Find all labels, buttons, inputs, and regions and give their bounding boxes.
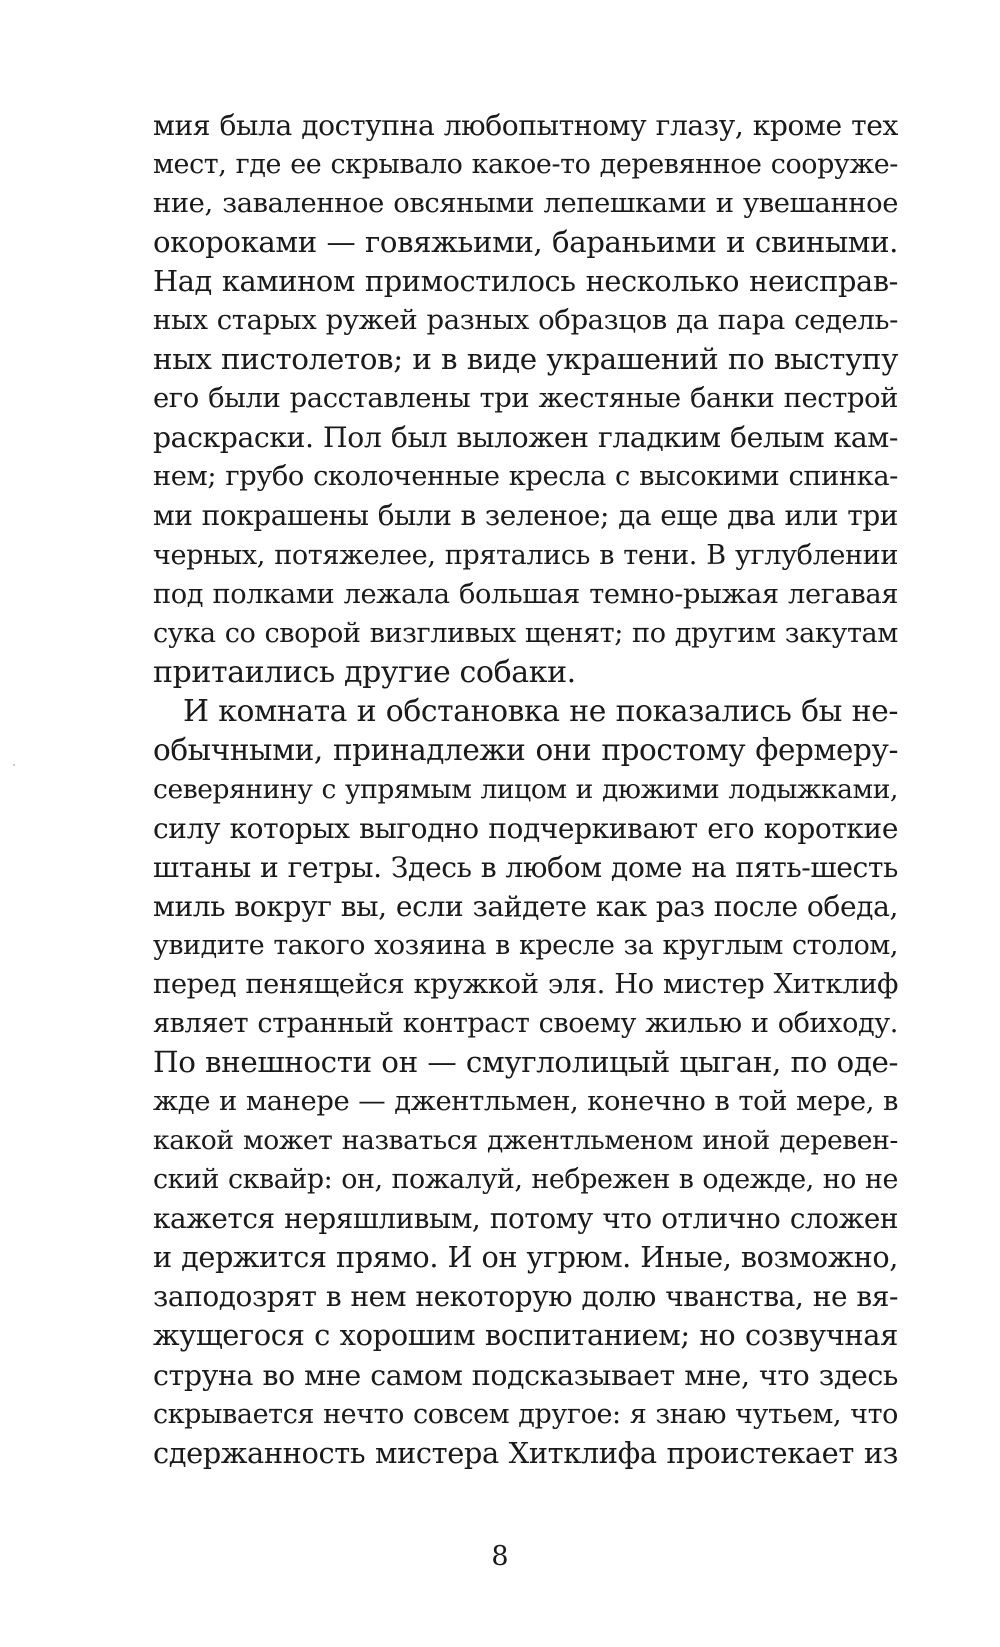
- text-line: черных, потяжелее, прятались в тени. В углублении: [153, 539, 898, 571]
- text-line: ский сквайр: он, пожалуй, небрежен в одежде, но не: [153, 1164, 898, 1196]
- text-line: перед пенящейся кружкой эля. Но мистер Хитклиф: [153, 969, 898, 1001]
- text-line: мия была доступна любопытному глазу, кроме тех: [153, 109, 898, 142]
- text-line: окороками — говяжьими, бараньими и свиными.: [153, 225, 898, 260]
- text-line: сука со сворой визгливых щенят; по другим закутам: [153, 617, 898, 649]
- text-line: кажется неряшливым, потому что отлично сложен: [153, 1202, 898, 1236]
- text-line: жущегося с хорошим воспитанием; но созвучная: [153, 1318, 898, 1353]
- text-line: мест, где ее скрывало какое-то деревянное сооруже-: [153, 149, 898, 181]
- text-line: нем; грубо сколоченные кресла с высокими спинка-: [153, 461, 898, 493]
- text-line: раскраски. Пол был выложен гладким белым кам-: [153, 421, 898, 455]
- text-line: миль вокруг вы, если зайдете как раз после обеда,: [153, 889, 898, 923]
- page-body-text: [153, 106, 898, 1473]
- text-line: ние, заваленное овсяными лепешками и увешанное: [153, 188, 898, 220]
- text-line: являет странный контраст своему жилью и обиходу.: [153, 1008, 898, 1040]
- text-line: притаились другие собаки.: [153, 654, 576, 690]
- text-line: его были расставлены три жестяные банки пестрой: [153, 383, 898, 415]
- text-line: ных старых ружей разных образцов да пара седель-: [153, 304, 898, 337]
- text-line: ных пистолетов; и в виде украшений по выступу: [153, 342, 898, 377]
- text-line: заподозрят в нем некоторую долю чванства, не вя-: [153, 1280, 898, 1314]
- text-line: скрывается нечто совсем другое: я знаю чутьем, что: [153, 1398, 898, 1430]
- text-line: и держится прямо. И он угрюм. Иные, возможно,: [153, 1240, 898, 1275]
- text-line: увидите такого хозяина в кресле за круглым столом,: [153, 929, 898, 961]
- text-line: сдержанность мистера Хитклифа проистекает из: [153, 1435, 898, 1470]
- text-line: обычными, принадлежи они простому фермеру-: [153, 732, 898, 767]
- scan-speck: [13, 764, 15, 766]
- text-line: какой может назваться джентльменом иной деревен-: [153, 1125, 898, 1157]
- text-line: силу которых выгодно подчеркивают его короткие: [153, 811, 898, 845]
- text-line: Над камином примостилось несколько неисправ-: [153, 264, 898, 299]
- text-line: ми покрашены были в зеленое; да еще два или три: [153, 499, 898, 533]
- text-line: северянину с упрямым лицом и дюжими лодыжками,: [153, 773, 898, 805]
- text-line: под полками лежала большая темно-рыжая легавая: [153, 578, 898, 610]
- text-line: штаны и гетры. Здесь в любом доме на пять-шесть: [153, 850, 898, 884]
- text-line: жде и манере — джентльмен, конечно в той мере, в: [153, 1086, 898, 1118]
- text-line: струна во мне самом подсказывает мне, что здесь: [153, 1358, 898, 1392]
- text-line: По внешности он — смуглолицый цыган, по оде-: [153, 1045, 898, 1080]
- text-line: И комната и обстановка не показались бы не-: [183, 693, 898, 729]
- page-number: 8: [491, 1541, 509, 1572]
